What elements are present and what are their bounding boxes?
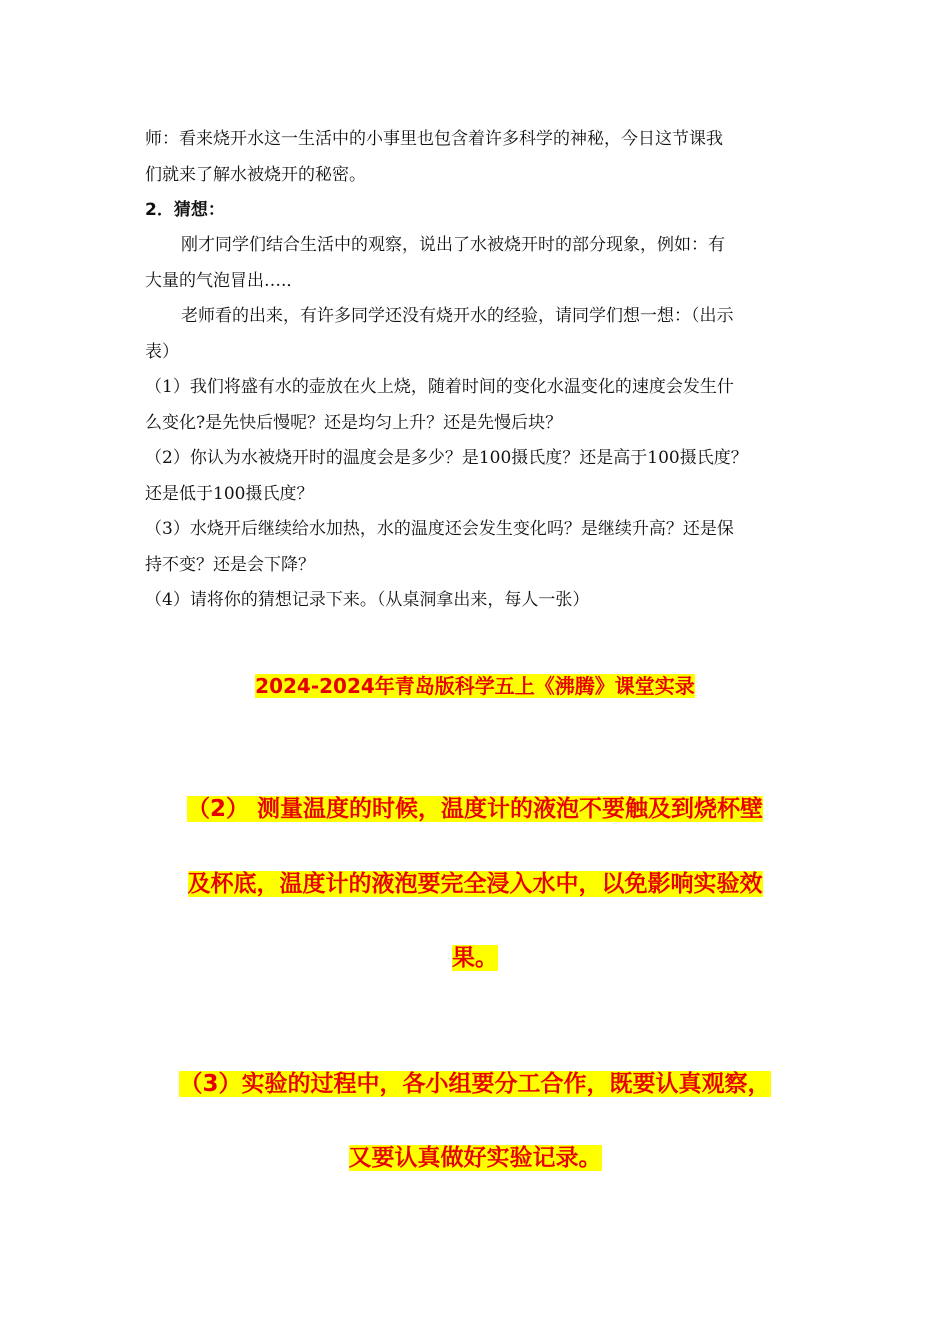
paragraph-line: 刚才同学们结合生活中的观察，说出了水被烧开时的部分现象，例如：有 — [181, 235, 725, 255]
note-text: 及杯底，温度计的液泡要完全浸入水中，以免影响实验效 — [187, 871, 763, 897]
paragraph-line: 们就来了解水被烧开的秘密。 — [145, 165, 366, 185]
section-heading: 2．猜想： — [145, 200, 225, 220]
question-line: （2）你认为水被烧开时的温度会是多少？是100摄氏度？还是高于100摄氏度？ — [145, 448, 748, 468]
note-text: （3）实验的过程中，各小组要分工合作，既要认真观察， — [179, 1071, 771, 1097]
note-text: （2） 测量温度的时候，温度计的液泡不要触及到烧杯壁 — [186, 796, 763, 822]
note-text: 果。 — [452, 945, 498, 971]
paragraph-line: 老师看的出来，有许多同学还没有烧开水的经验，请同学们想一想：（出示 — [181, 306, 734, 326]
note-text: 又要认真做好实验记录。 — [348, 1145, 602, 1171]
paragraph-line: 师：看来烧开水这一生活中的小事里也包含着许多科学的神秘，今日这节课我 — [145, 129, 723, 149]
question-line: （3）水烧开后继续给水加热，水的温度还会发生变化吗？是继续升高？还是保 — [145, 519, 734, 539]
highlighted-note — [0, 1142, 950, 1174]
question-line: 持不变？还是会下降？ — [145, 555, 315, 575]
highlighted-title — [0, 673, 950, 699]
highlighted-note — [0, 1068, 950, 1100]
question-line: 么变化?是先快后慢呢？还是均匀上升？还是先慢后块？ — [145, 413, 563, 433]
highlighted-note — [0, 793, 950, 825]
paragraph-line: 大量的气泡冒出….． — [145, 271, 304, 291]
question-line: （1）我们将盛有水的壶放在火上烧，随着时间的变化水温变化的速度会发生什 — [145, 377, 734, 397]
highlighted-note — [0, 868, 950, 900]
title-text: 2024-2024年青岛版科学五上《沸腾》课堂实录 — [255, 674, 695, 698]
question-line: 还是低于100摄氏度？ — [145, 484, 314, 504]
question-line: （4）请将你的猜想记录下来。（从桌洞拿出来，每人一张） — [145, 590, 590, 610]
paragraph-line: 表） — [145, 342, 179, 362]
highlighted-note — [0, 942, 950, 974]
